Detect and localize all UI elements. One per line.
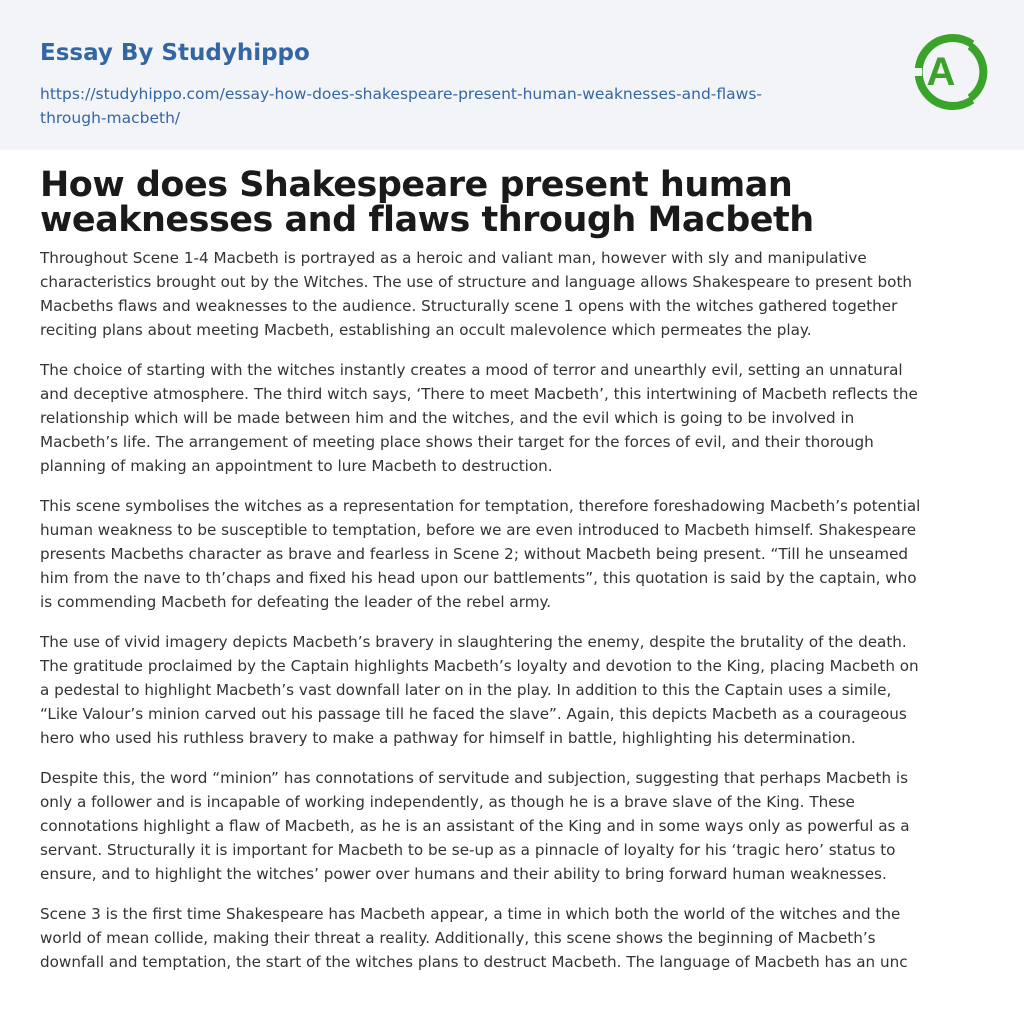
paragraph-line: world of mean collide, making their threat a reality. Additionally, this scene shows the beginning of Macbeth’s <box>40 929 876 947</box>
site-header <box>0 0 1024 150</box>
paragraph <box>40 494 984 614</box>
paragraph-line: The choice of starting with the witches instantly creates a mood of terror and unearthly evil, setting an unnatural <box>40 361 903 379</box>
paragraph-line: him from the nave to th’chaps and fixed his head upon our battlements”, this quotation is said by the captain, who <box>40 569 917 587</box>
article-title-line-2: weaknesses and flaws through Macbeth <box>40 200 814 240</box>
paragraph-line: Scene 3 is the first time Shakespeare has Macbeth appear, a time in which both the world of the witches and the <box>40 905 901 923</box>
paragraph <box>40 358 984 478</box>
article-title-line-1: How does Shakespeare present human <box>40 165 793 205</box>
paragraph-line: Despite this, the word “minion” has connotations of servitude and subjection, suggesting that perhaps Macbeth is <box>40 769 909 787</box>
paragraph-line: only a follower and is incapable of working independently, as though he is a brave slave of the King. These <box>40 793 855 811</box>
paragraph-line: hero who used his ruthless bravery to make a pathway for himself in battle, highlighting his determination. <box>40 729 856 747</box>
paragraph-line: human weakness to be susceptible to temptation, before we are even introduced to Macbeth himself. Shakespeare <box>40 521 917 539</box>
paragraph-line: Macbeths flaws and weaknesses to the audience. Structurally scene 1 opens with the witches gathered together <box>40 297 898 315</box>
logo-letter: A <box>926 50 956 94</box>
paragraph-line: ensure, and to highlight the witches’ power over humans and their ability to bring forward human weaknesses. <box>40 865 887 883</box>
source-url-line-2: through-macbeth/ <box>40 109 181 127</box>
article-body <box>40 246 984 974</box>
brand-title[interactable]: Essay By Studyhippo <box>40 40 310 66</box>
paragraph-line: The gratitude proclaimed by the Captain highlights Macbeth’s loyalty and devotion to the King, placing Macbeth on <box>40 657 919 675</box>
paragraph-line: reciting plans about meeting Macbeth, establishing an occult malevolence which permeates the play. <box>40 321 812 339</box>
paragraph-line: Macbeth’s life. The arrangement of meeting place shows their target for the forces of evil, and their thorough <box>40 433 874 451</box>
paragraph <box>40 902 984 974</box>
paragraph-line: is commending Macbeth for defeating the leader of the rebel army. <box>40 593 552 611</box>
source-url-line-1: https://studyhippo.com/essay-how-does-shakespeare-present-human-weaknesses-and-flaws- <box>40 85 763 103</box>
paragraph-line: presents Macbeths character as brave and fearless in Scene 2; without Macbeth being present. “Till he unseamed <box>40 545 909 563</box>
paragraph-line: Throughout Scene 1-4 Macbeth is portrayed as a heroic and valiant man, however with sly and manipulative <box>40 249 867 267</box>
paragraph-line: and deceptive atmosphere. The third witch says, ‘There to meet Macbeth’, this intertwining of Macbeth reflects the <box>40 385 918 403</box>
source-url-link[interactable] <box>40 82 840 130</box>
studyhippo-logo-icon[interactable] <box>910 28 988 116</box>
paragraph <box>40 766 984 886</box>
paragraph <box>40 630 984 750</box>
paragraph-line: This scene symbolises the witches as a representation for temptation, therefore foreshadowing Macbeth’s potential <box>40 497 921 515</box>
paragraph-line: relationship which will be made between him and the witches, and the evil which is going to be involved in <box>40 409 855 427</box>
paragraph-line: “Like Valour’s minion carved out his passage till he faced the slave”. Again, this depicts Macbeth as a courageous <box>40 705 907 723</box>
paragraph <box>40 246 984 342</box>
paragraph-line: connotations highlight a flaw of Macbeth, as he is an assistant of the King and in some ways only as powerful as a <box>40 817 910 835</box>
paragraph-line: planning of making an appointment to lure Macbeth to destruction. <box>40 457 553 475</box>
paragraph-line: downfall and temptation, the start of the witches plans to destruct Macbeth. The language of Macbeth has an unc <box>40 953 908 971</box>
paragraph-line: The use of vivid imagery depicts Macbeth’s bravery in slaughtering the enemy, despite the brutality of the death. <box>40 633 907 651</box>
article-title <box>40 165 984 240</box>
paragraph-line: a pedestal to highlight Macbeth’s vast downfall later on in the play. In addition to this the Captain uses a simile, <box>40 681 892 699</box>
paragraph-line: servant. Structurally it is important for Macbeth to be se-up as a pinnacle of loyalty for his ‘tragic hero’ status to <box>40 841 896 859</box>
article <box>0 150 1024 974</box>
paragraph-line: characteristics brought out by the Witches. The use of structure and language allows Shakespeare to present both <box>40 273 913 291</box>
